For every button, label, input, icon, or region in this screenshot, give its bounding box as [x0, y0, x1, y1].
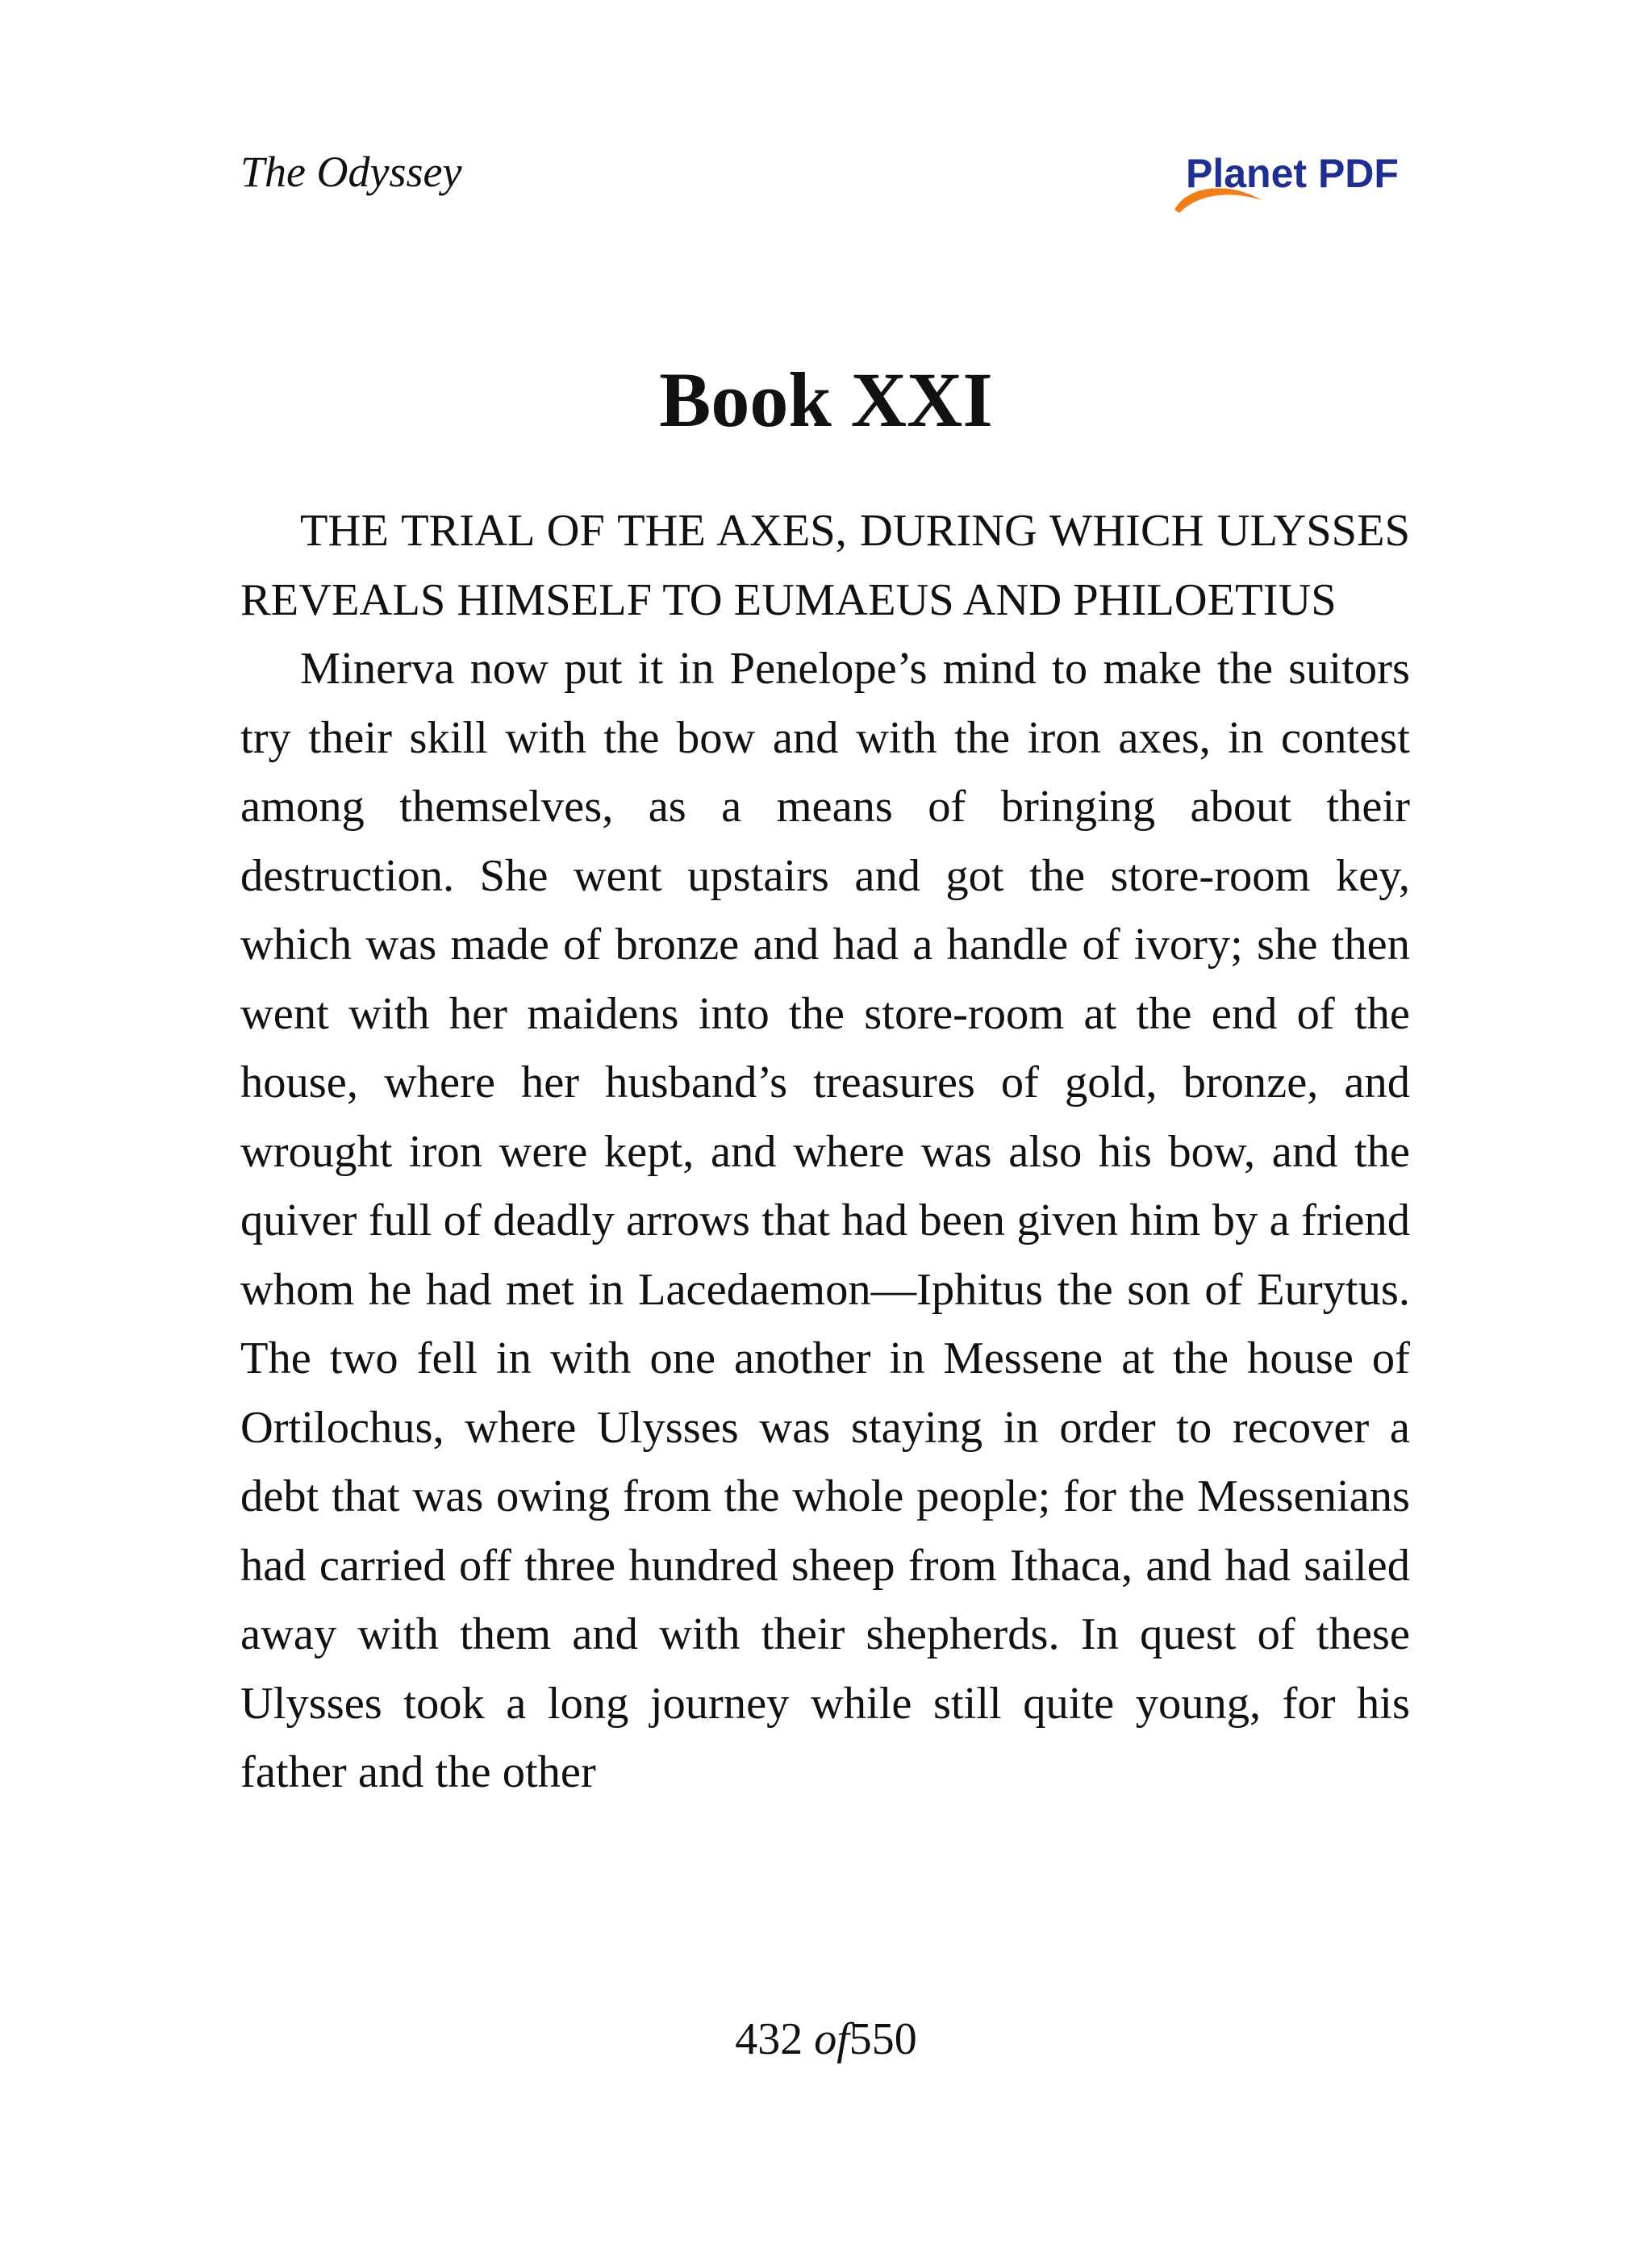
chapter-subtitle: THE TRIAL OF THE AXES, DURING WHICH ULYSSES REVEALS HIMSELF TO EUMAEUS AND PHILOETIUS	[240, 506, 1410, 625]
total-pages: 550	[849, 2014, 917, 2064]
page-number	[0, 2014, 1652, 2064]
logo-text: Planet PDF	[1186, 151, 1399, 196]
planet-pdf-logo	[1171, 153, 1410, 218]
body-paragraph: Minerva now put it in Penelope’s mind to make the suitors try their skill with the bow and with the iron axes, in contest among themselves, as a means of bringing about their destruction. She went upstairs and got the store-room key, which was made of bronze and had a handle of ivory; she then went with her maidens into the store-room at the end of the house, where her husband’s treasures of gold, bronze, and wrought iron were kept, and where was also his bow, and the quiver full of deadly arrows that had been given him by a friend whom he had met in Lacedaemon—Iphitus the son of Eurytus. The two fell in with one another in Messene at the house of Ortilochus, where Ulysses was staying in order to recover a debt that was owing from the whole people; for the Messenians had carried off three hundred sheep from Ithaca, and had sailed away with them and with their shepherds. In quest of these Ulysses took a long journey while still quite young, for his father and the other	[240, 644, 1410, 1797]
page-of: of	[814, 2014, 849, 2064]
running-title: The Odyssey	[240, 148, 462, 196]
page-content	[240, 497, 1410, 1808]
book-title: Book XXI	[659, 357, 993, 443]
current-page: 432	[735, 2014, 803, 2064]
